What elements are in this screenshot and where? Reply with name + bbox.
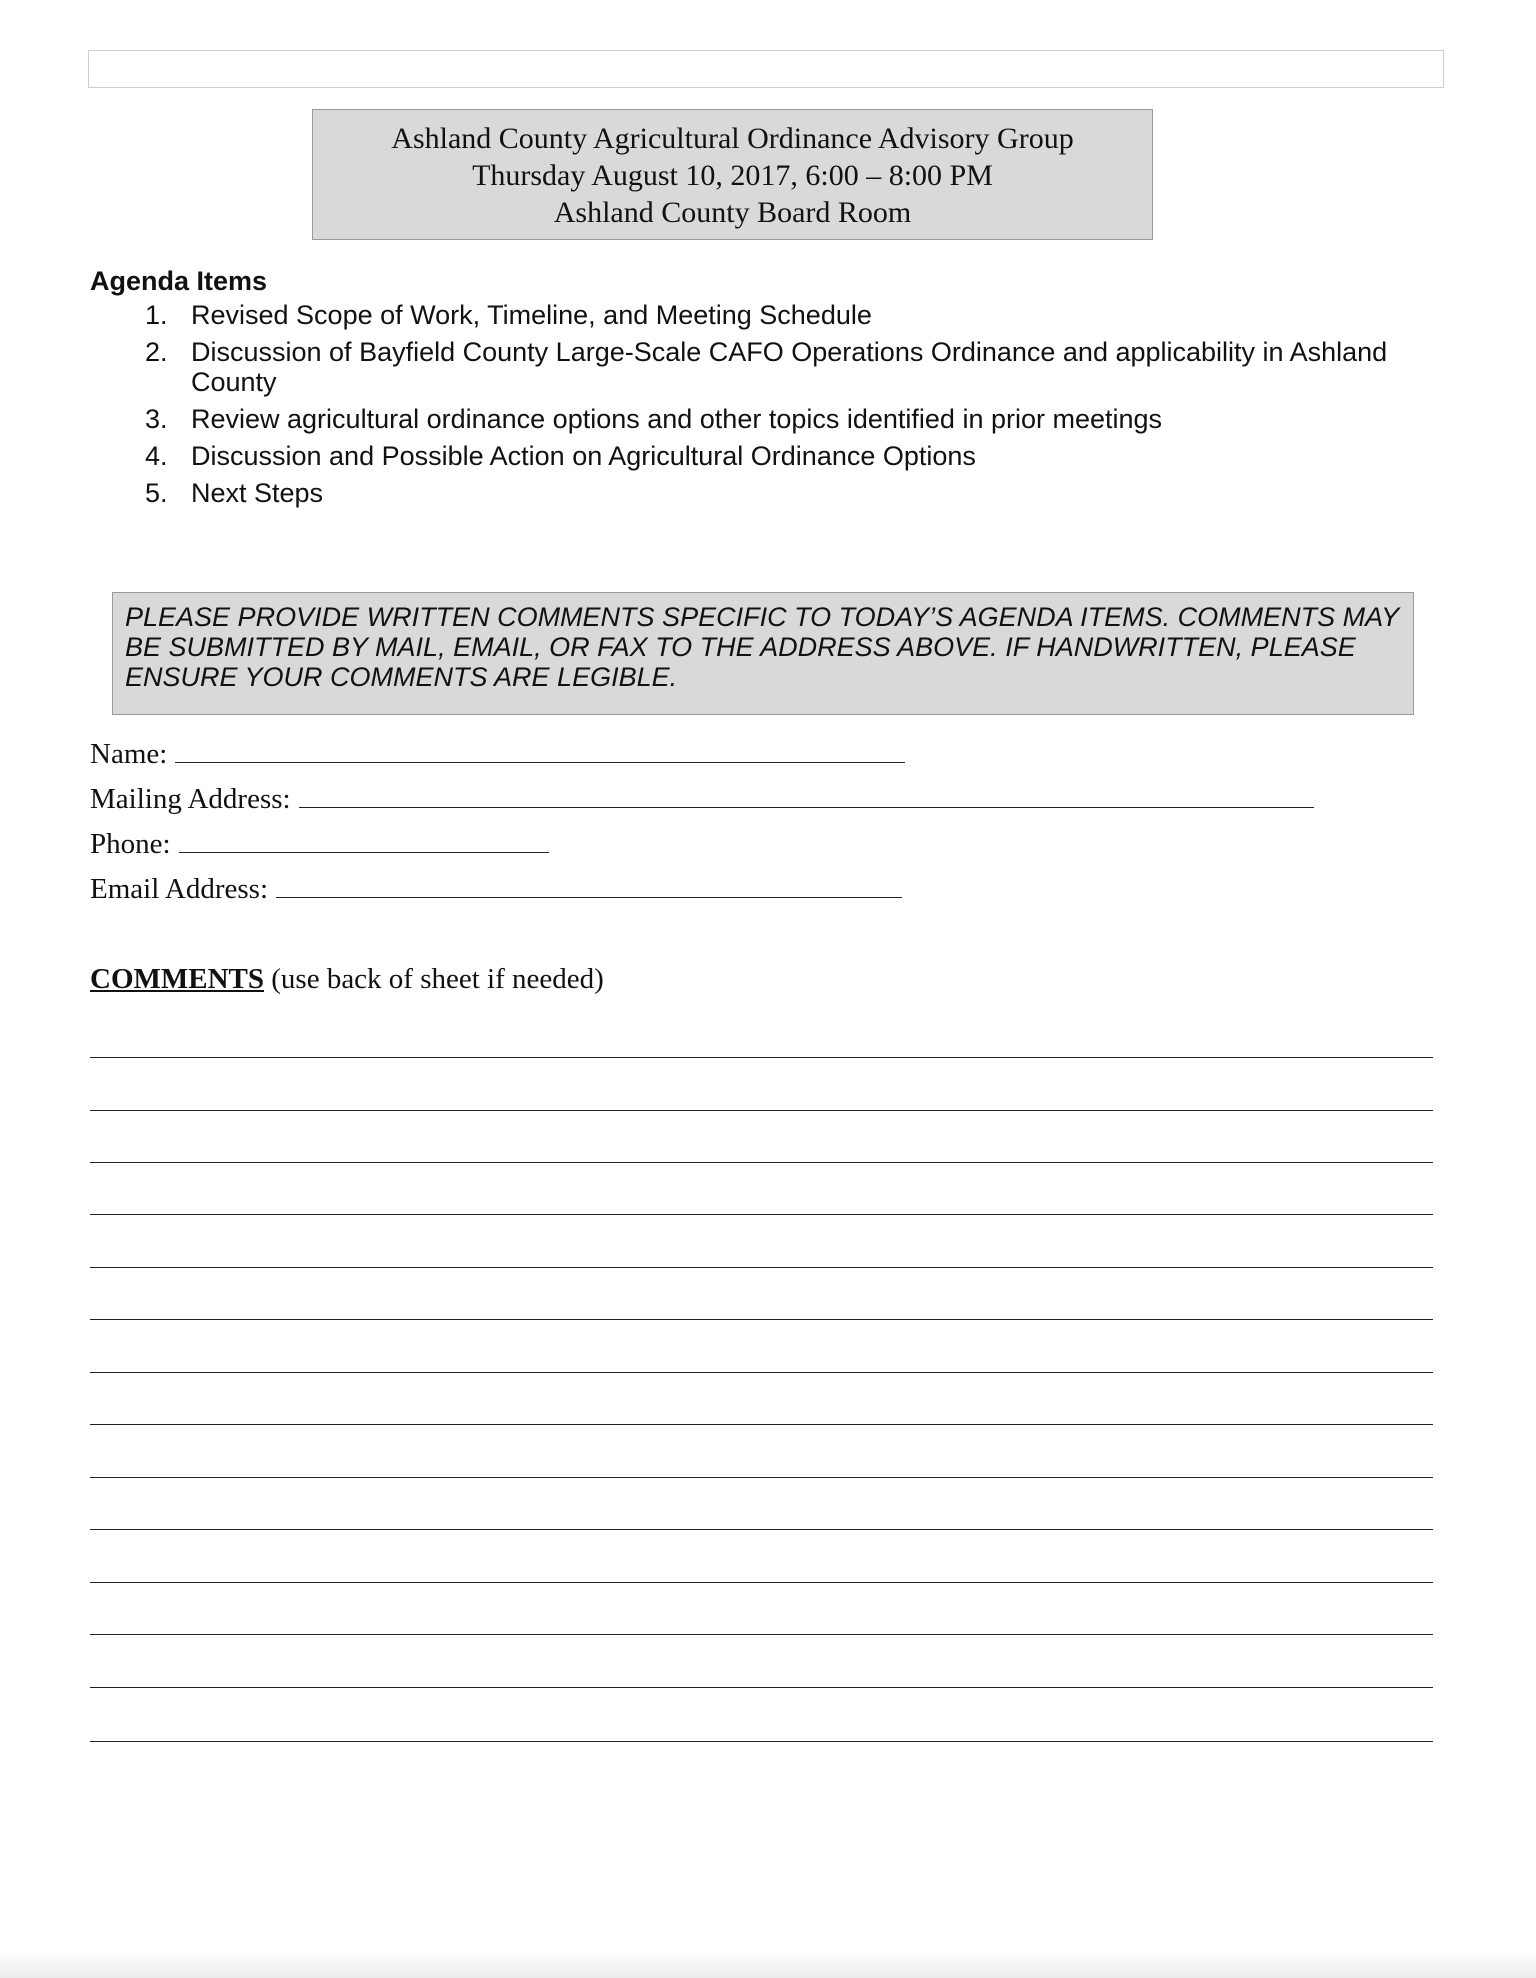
phone-field-row: [90, 826, 549, 862]
agenda-item-number: 3.: [145, 404, 168, 434]
agenda-item: [90, 337, 1450, 397]
comment-line[interactable]: [90, 1214, 1433, 1215]
agenda-list: [90, 300, 1450, 515]
comment-line[interactable]: [90, 1372, 1433, 1373]
agenda-item: [90, 300, 1450, 330]
meeting-location: Ashland County Board Room: [553, 196, 912, 229]
name-label: Name:: [90, 738, 168, 770]
comment-line[interactable]: [90, 1634, 1433, 1635]
comment-line[interactable]: [90, 1267, 1433, 1268]
comment-line[interactable]: [90, 1110, 1433, 1111]
mailing-address-field-row: [90, 781, 1314, 817]
agenda-heading: Agenda Items: [90, 266, 268, 296]
agenda-item: [90, 441, 1450, 471]
comment-line[interactable]: [90, 1687, 1433, 1688]
meeting-title: Ashland County Agricultural Ordinance Advisory Group: [391, 122, 1074, 155]
page-bottom-edge: [0, 1950, 1536, 1978]
mailing-address-label: Mailing Address:: [90, 783, 291, 815]
meeting-title-box: [312, 109, 1153, 240]
comment-line[interactable]: [90, 1424, 1433, 1425]
comment-line[interactable]: [90, 1477, 1433, 1478]
agenda-item-number: 2.: [145, 337, 168, 367]
name-field-row: [90, 736, 905, 772]
phone-label: Phone:: [90, 828, 171, 860]
agenda-item-number: 4.: [145, 441, 168, 471]
comments-note: (use back of sheet if needed): [264, 963, 604, 995]
email-address-field-row: [90, 871, 902, 907]
agenda-item: [90, 478, 1450, 508]
agenda-item-text: Discussion of Bayfield County Large-Scale CAFO Operations Ordinance and applicability in Ashland County: [191, 337, 1388, 397]
agenda-item-number: 1.: [145, 300, 168, 330]
agenda-item: [90, 404, 1450, 434]
comment-line[interactable]: [90, 1057, 1433, 1058]
comment-line[interactable]: [90, 1741, 1433, 1742]
comment-line[interactable]: [90, 1529, 1433, 1530]
comments-heading: [90, 961, 604, 997]
comments-title: COMMENTS: [90, 963, 264, 995]
comment-instructions-box: PLEASE PROVIDE WRITTEN COMMENTS SPECIFIC TO TODAY’S AGENDA ITEMS. COMMENTS MAY BE SUBMITTED BY MAIL, EMAIL, OR FAX TO THE ADDRESS ABOVE. IF HANDWRITTEN, PLEASE ENSURE YOUR COMMENTS ARE LEGIBLE.: [112, 592, 1414, 715]
agenda-item-number: 5.: [145, 478, 168, 508]
comment-line[interactable]: [90, 1319, 1433, 1320]
agenda-item-text: Revised Scope of Work, Timeline, and Meeting Schedule: [191, 300, 872, 330]
comment-line[interactable]: [90, 1162, 1433, 1163]
comment-line[interactable]: [90, 1582, 1433, 1583]
agenda-item-text: Next Steps: [191, 478, 324, 508]
agenda-item-text: Review agricultural ordinance options and other topics identified in prior meetings: [191, 404, 1163, 434]
agenda-item-text: Discussion and Possible Action on Agricultural Ordinance Options: [191, 441, 976, 471]
phone-field[interactable]: [179, 826, 549, 853]
header-strip: [88, 50, 1444, 88]
mailing-address-field[interactable]: [299, 781, 1314, 808]
name-field[interactable]: [175, 736, 905, 763]
email-address-label: Email Address:: [90, 873, 269, 905]
meeting-date-time: Thursday August 10, 2017, 6:00 – 8:00 PM: [472, 159, 993, 192]
email-address-field[interactable]: [276, 871, 902, 898]
